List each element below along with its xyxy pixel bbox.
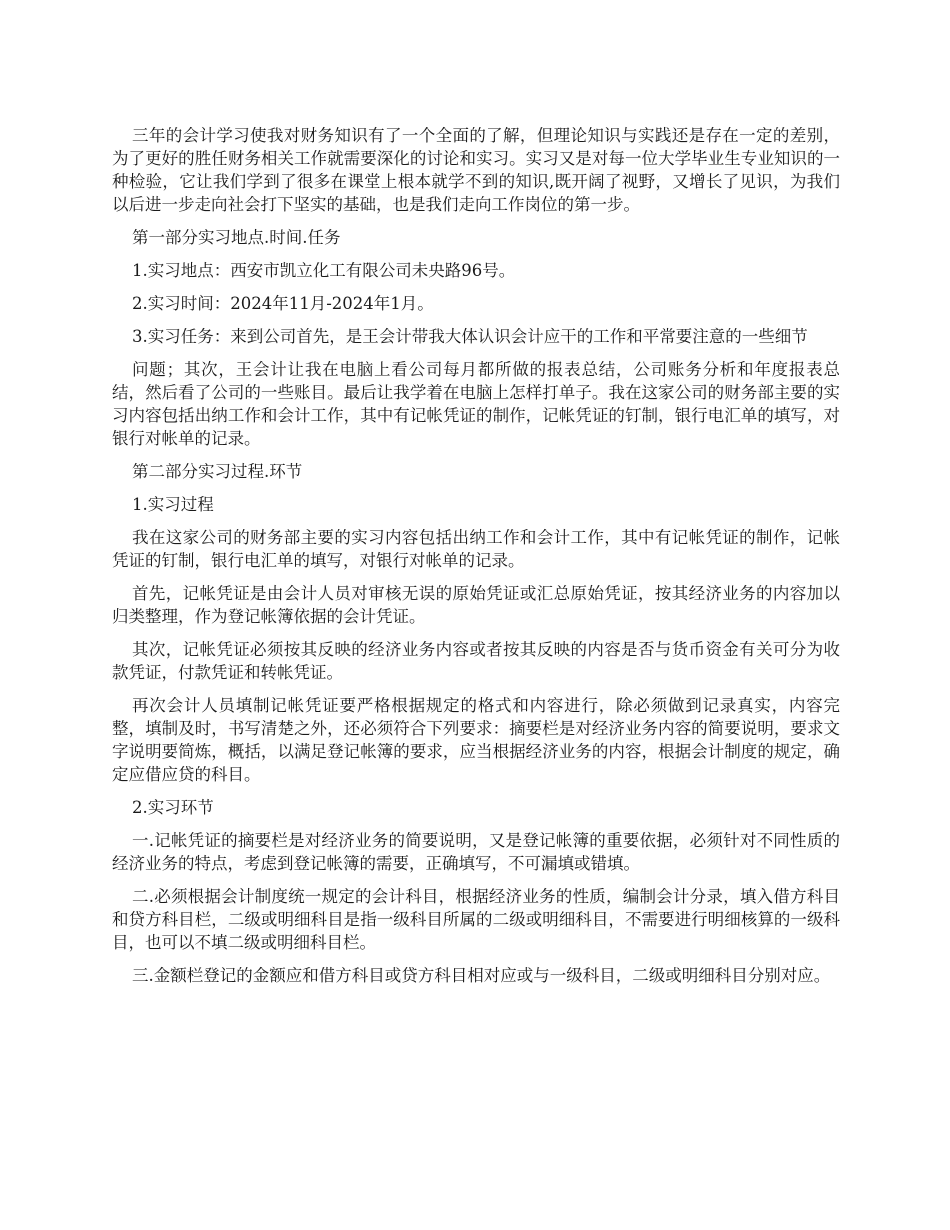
voucher-requirements-paragraph: 再次会计人员填制记帐凭证要严格根据规定的格式和内容进行，除必须做到记录真实，内容完整，填制及时，书写清楚之外，还必须符合下列要求：摘要栏是对经济业务内容的简要说明，要求文字说明要简炼，概括，以满足登记帐簿的要求，应当根据经济业务的内容，根据会计制度的规定，确定应借应贷的科目。 — [112, 696, 840, 784]
task-details-paragraph: 问题；其次，王会计让我在电脑上看公司每月都所做的报表总结，公司账务分析和年度报表总结，然后看了公司的一些账目。最后让我学着在电脑上怎样打单子。我在这家公司的财务部主要的实习内容包括出纳工作和会计工作，其中有记帐凭证的制作，记帐凭证的钉制，银行电汇单的填写，对银行对帐单的记录。 — [112, 360, 840, 448]
internship-task: 3.实习任务：来到公司首先，是王会计带我大体认识会计应干的工作和平常要注意的一些细节 — [132, 327, 808, 346]
section-heading-part-two: 第二部分实习过程.环节 — [132, 462, 303, 481]
subheading-process: 1.实习过程 — [132, 495, 214, 514]
intro-paragraph: 三年的会计学习使我对财务知识有了一个全面的了解，但理论知识与实践还是存在一定的差别，为了更好的胜任财务相关工作就需要深化的讨论和实习。实习又是对每一位大学毕业生专业知识的一种检验，它让我们学到了很多在课堂上根本就学不到的知识,既开阔了视野，又增长了见识，为我们以后进一步走向社会打下坚实的基础，也是我们走向工作岗位的第一步。 — [112, 126, 840, 214]
process-paragraph: 我在这家公司的财务部主要的实习内容包括出纳工作和会计工作，其中有记帐凭证的制作，记帐凭证的钉制，银行电汇单的填写，对银行对帐单的记录。 — [112, 528, 840, 570]
step-three-paragraph: 三.金额栏登记的金额应和借方科目或贷方科目相对应或与一级科目，二级或明细科目分别对应。 — [132, 966, 831, 985]
step-one-paragraph: 一.记帐凭证的摘要栏是对经济业务的简要说明，又是登记帐簿的重要依据，必须针对不同性质的经济业务的特点，考虑到登记帐簿的需要，正确填写，不可漏填或错填。 — [112, 831, 840, 873]
internship-location: 1.实习地点：西安市凯立化工有限公司未央路96号。 — [132, 261, 516, 280]
subheading-steps: 2.实习环节 — [132, 798, 214, 817]
step-two-paragraph: 二.必须根据会计制度统一规定的会计科目，根据经济业务的性质，编制会计分录，填入借方科目和贷方科目栏，二级或明细科目是指一级科目所属的二级或明细科目，不需要进行明细核算的一级科目，也可以不填二级或明细科目栏。 — [112, 887, 840, 952]
voucher-definition-paragraph: 首先，记帐凭证是由会计人员对审核无误的原始凭证或汇总原始凭证，按其经济业务的内容加以归类整理，作为登记帐簿依据的会计凭证。 — [112, 584, 840, 626]
voucher-types-paragraph: 其次，记帐凭证必须按其反映的经济业务内容或者按其反映的内容是否与货币资金有关可分为收款凭证，付款凭证和转帐凭证。 — [112, 640, 840, 682]
section-heading-part-one: 第一部分实习地点.时间.任务 — [132, 228, 341, 247]
document-body — [112, 124, 840, 997]
internship-time: 2.实习时间：2024年11月-2024年1月。 — [132, 294, 434, 313]
